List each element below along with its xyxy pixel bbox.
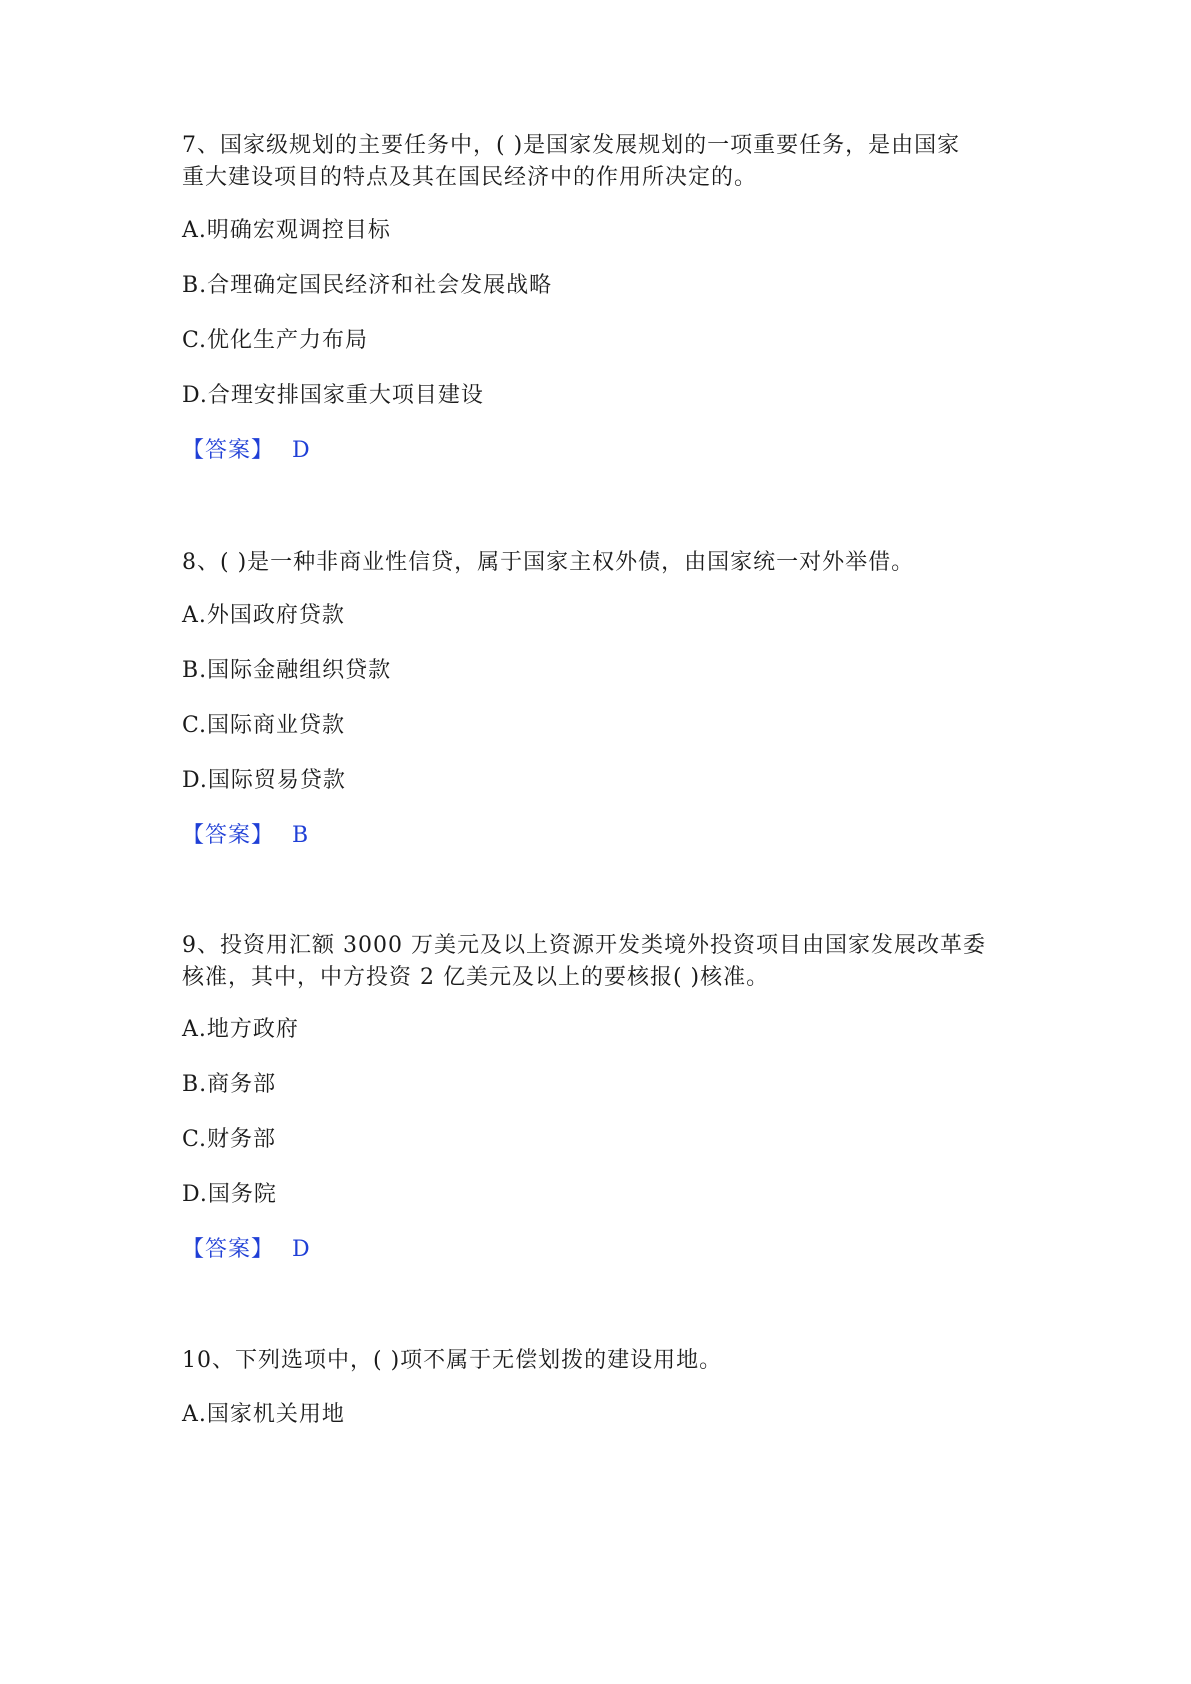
answer-label: 【答案】 — [182, 1237, 275, 1262]
question-8-option-a: A.外国政府贷款 — [182, 603, 345, 628]
answer-value: D — [292, 438, 311, 463]
answer-value: B — [292, 823, 310, 848]
question-7-option-d: D.合理安排国家重大项目建设 — [182, 383, 484, 408]
question-10-option-a: A.国家机关用地 — [182, 1402, 345, 1427]
question-8-stem-line-1: 8、( )是一种非商业性信贷，属于国家主权外债，由国家统一对外举借。 — [182, 550, 915, 575]
question-9-stem-line-2: 核准，其中，中方投资 2 亿美元及以上的要核报( )核准。 — [182, 965, 770, 990]
question-7-stem-line-1: 7、国家级规划的主要任务中，( )是国家发展规划的一项重要任务，是由国家 — [182, 133, 961, 158]
question-9-option-c: C.财务部 — [182, 1127, 277, 1152]
answer-label: 【答案】 — [182, 823, 275, 848]
question-7-stem-line-2: 重大建设项目的特点及其在国民经济中的作用所决定的。 — [182, 165, 758, 190]
question-9-option-a: A.地方政府 — [182, 1017, 299, 1042]
question-8-option-c: C.国际商业贷款 — [182, 713, 346, 738]
question-9-option-b: B.商务部 — [182, 1072, 277, 1097]
question-7-option-b: B.合理确定国民经济和社会发展战略 — [182, 273, 553, 298]
question-9-option-d: D.国务院 — [182, 1182, 277, 1207]
question-9-stem-line-1: 9、投资用汇额 3000 万美元及以上资源开发类境外投资项目由国家发展改革委 — [182, 933, 986, 958]
question-8-option-b: B.国际金融组织贷款 — [182, 658, 392, 683]
question-10-stem-line-1: 10、下列选项中，( )项不属于无偿划拨的建设用地。 — [182, 1348, 723, 1373]
question-9-answer — [182, 1235, 311, 1265]
question-7-option-c: C.优化生产力布局 — [182, 328, 369, 353]
question-7-answer — [182, 436, 311, 466]
question-8-answer — [182, 821, 309, 851]
question-7-option-a: A.明确宏观调控目标 — [182, 218, 391, 243]
answer-label: 【答案】 — [182, 438, 275, 463]
answer-value: D — [292, 1237, 311, 1262]
question-8-option-d: D.国际贸易贷款 — [182, 768, 346, 793]
